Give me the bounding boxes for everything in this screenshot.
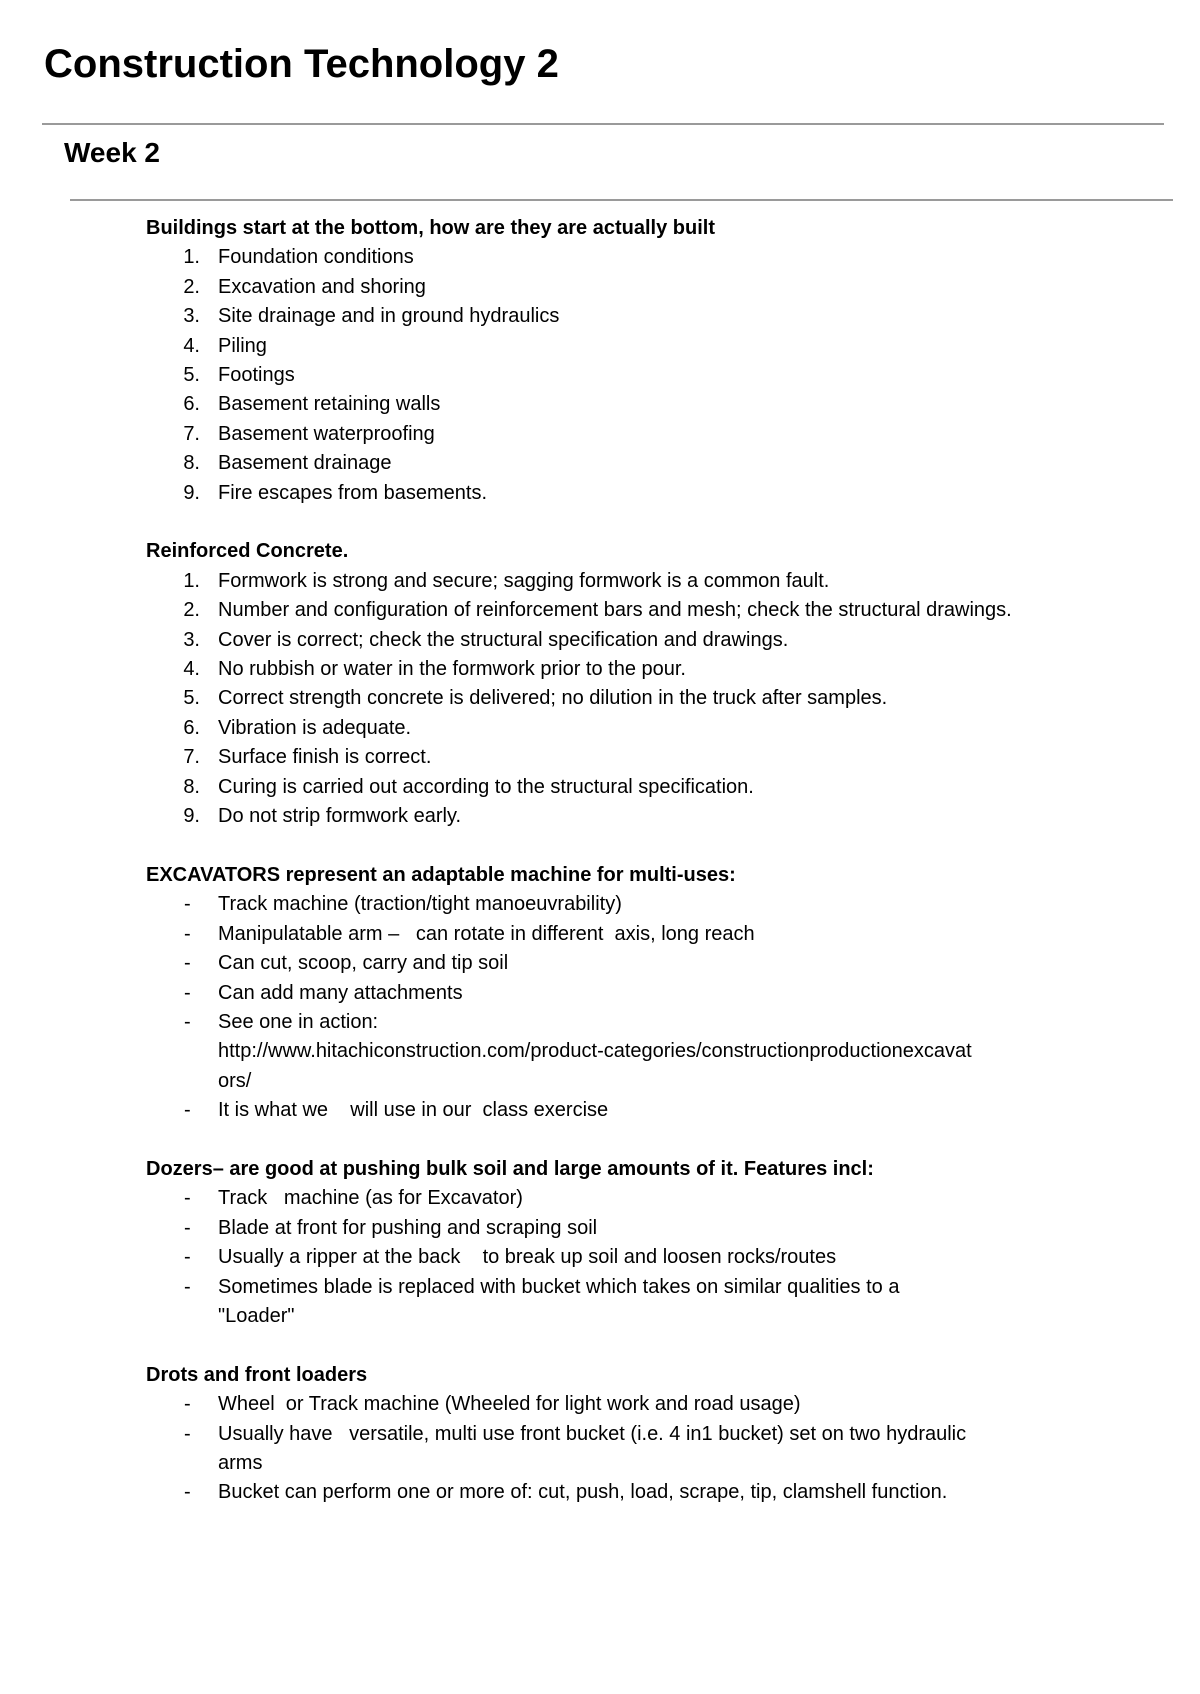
list-item [146,449,1076,478]
list-item-text: Blade at front for pushing and scraping soil [218,1216,598,1239]
section-title: Dozers– are good at pushing bulk soil and large amounts of it. Features incl: [146,1157,874,1180]
section-excavators [146,861,1076,1126]
section-foundations [146,214,1076,508]
list-item [146,802,1076,831]
week-divider [70,199,1173,201]
dash-bullet: - [184,952,191,975]
list-item [146,1214,1076,1243]
list-item [146,920,1076,949]
list-item [146,1478,1076,1507]
list-item-text: Do not strip formwork early. [218,805,462,828]
list-item [146,479,1076,508]
dash-list [146,890,1076,1125]
list-item-text: Excavation and shoring [218,275,426,298]
list-item-text: Can cut, scoop, carry and tip soil [218,952,509,975]
list-item [146,243,1076,272]
dash-bullet: - [184,1010,191,1033]
list-item-text: Track machine (as for Excavator) [218,1187,523,1210]
list-item-text: Basement retaining walls [218,393,441,416]
list-number: 8. [183,452,200,475]
list-item [146,596,1076,625]
list-item-text: Curing is carried out according to the structural specification. [218,775,754,798]
list-number: 8. [183,775,200,798]
list-item [146,1096,1076,1125]
dash-list [146,1184,1076,1331]
list-item [146,743,1076,772]
list-item-text: Bucket can perform one or more of: cut, push, load, scrape, tip, clamshell function. [218,1481,948,1504]
dash-bullet: - [184,1275,191,1298]
title-divider [42,123,1164,125]
list-number: 2. [183,275,200,298]
list-item-text: Correct strength concrete is delivered; no dilution in the truck after samples. [218,687,888,710]
list-item [146,1008,1076,1096]
list-item-text: Sometimes blade is replaced with bucket which takes on similar qualities to a "Loader" [218,1275,900,1327]
section-title: Buildings start at the bottom, how are they are actually built [146,217,715,239]
list-item [146,361,1076,390]
list-item-text: Vibration is adequate. [218,716,412,739]
list-item [146,949,1076,978]
list-number: 7. [183,422,200,445]
list-item [146,567,1076,596]
list-item-text: Manipulatable arm – can rotate in different axis, long reach [218,922,755,945]
list-item [146,1273,1076,1332]
dash-bullet: - [184,1393,191,1416]
list-item-text: No rubbish or water in the formwork prior to the pour. [218,658,686,681]
list-item [146,1420,1076,1479]
dash-bullet: - [184,922,191,945]
dash-bullet: - [184,981,191,1004]
list-number: 6. [183,716,200,739]
list-item [146,420,1076,449]
list-item-text: Can add many attachments [218,981,463,1004]
dash-bullet: - [184,1246,191,1269]
dash-list [146,1390,1076,1508]
url-text: See one in action: http://www.hitachiconstruction.com/product-categories/constructionproductionexcavat ors/ [218,1010,972,1092]
list-item-text: Basement drainage [218,452,392,475]
list-item [146,655,1076,684]
section-title: EXCAVATORS represent an adaptable machine for multi-uses: [146,863,736,886]
list-number: 1. [183,246,200,269]
document-title: Construction Technology 2 [44,42,559,86]
list-item-text: Usually a ripper at the back to break up soil and loosen rocks/routes [218,1246,837,1269]
list-number: 1. [183,569,200,592]
list-number: 4. [183,334,200,357]
section-dozers [146,1155,1076,1331]
list-item-text: It is what we will use in our class exercise [218,1099,609,1122]
section-reinforced-concrete [146,537,1076,831]
list-item [146,684,1076,713]
list-item-text: Formwork is strong and secure; sagging formwork is a common fault. [218,569,830,592]
list-item-text: Fire escapes from basements. [218,481,487,504]
numbered-list [146,567,1076,832]
list-item-text: Usually have versatile, multi use front bucket (i.e. 4 in1 bucket) set on two hydraulic arms [218,1422,967,1474]
list-item-text: Cover is correct; check the structural specification and drawings. [218,628,789,651]
list-item-text: Site drainage and in ground hydraulics [218,305,560,328]
list-number: 9. [183,481,200,504]
week-heading: Week 2 [64,137,160,168]
list-item [146,1390,1076,1419]
dash-bullet: - [184,1216,191,1239]
list-number: 3. [183,305,200,328]
list-number: 6. [183,393,200,416]
list-item [146,890,1076,919]
numbered-list [146,243,1076,508]
list-item-text: Track machine (traction/tight manoeuvrability) [218,893,622,916]
list-item [146,979,1076,1008]
list-item [146,1243,1076,1272]
list-number: 5. [183,687,200,710]
section-title: Reinforced Concrete. [146,540,349,563]
list-item [146,773,1076,802]
list-item-text: Piling [218,334,267,357]
section-drots-front-loaders [146,1361,1076,1508]
dash-bullet: - [184,893,191,916]
list-number: 5. [183,364,200,387]
list-item-text: Foundation conditions [218,246,414,269]
dash-bullet: - [184,1187,191,1210]
list-item-text: Basement waterproofing [218,422,435,445]
list-item-text: Number and configuration of reinforcement bars and mesh; check the structural drawings. [218,599,1012,622]
list-item [146,302,1076,331]
document-body [146,214,1076,1537]
section-title: Drots and front loaders [146,1363,368,1386]
list-number: 4. [183,658,200,681]
list-item-text: Surface finish is correct. [218,746,432,769]
dash-bullet: - [184,1422,191,1445]
list-item [146,332,1076,361]
list-number: 9. [183,805,200,828]
list-item-text: Wheel or Track machine (Wheeled for light work and road usage) [218,1393,801,1416]
list-item-text: Footings [218,364,295,387]
list-item [146,1184,1076,1213]
list-item [146,714,1076,743]
list-item [146,273,1076,302]
list-item [146,390,1076,419]
list-number: 3. [183,628,200,651]
dash-bullet: - [184,1481,191,1504]
list-item [146,626,1076,655]
dash-bullet: - [184,1099,191,1122]
list-number: 7. [183,746,200,769]
list-number: 2. [183,599,200,622]
